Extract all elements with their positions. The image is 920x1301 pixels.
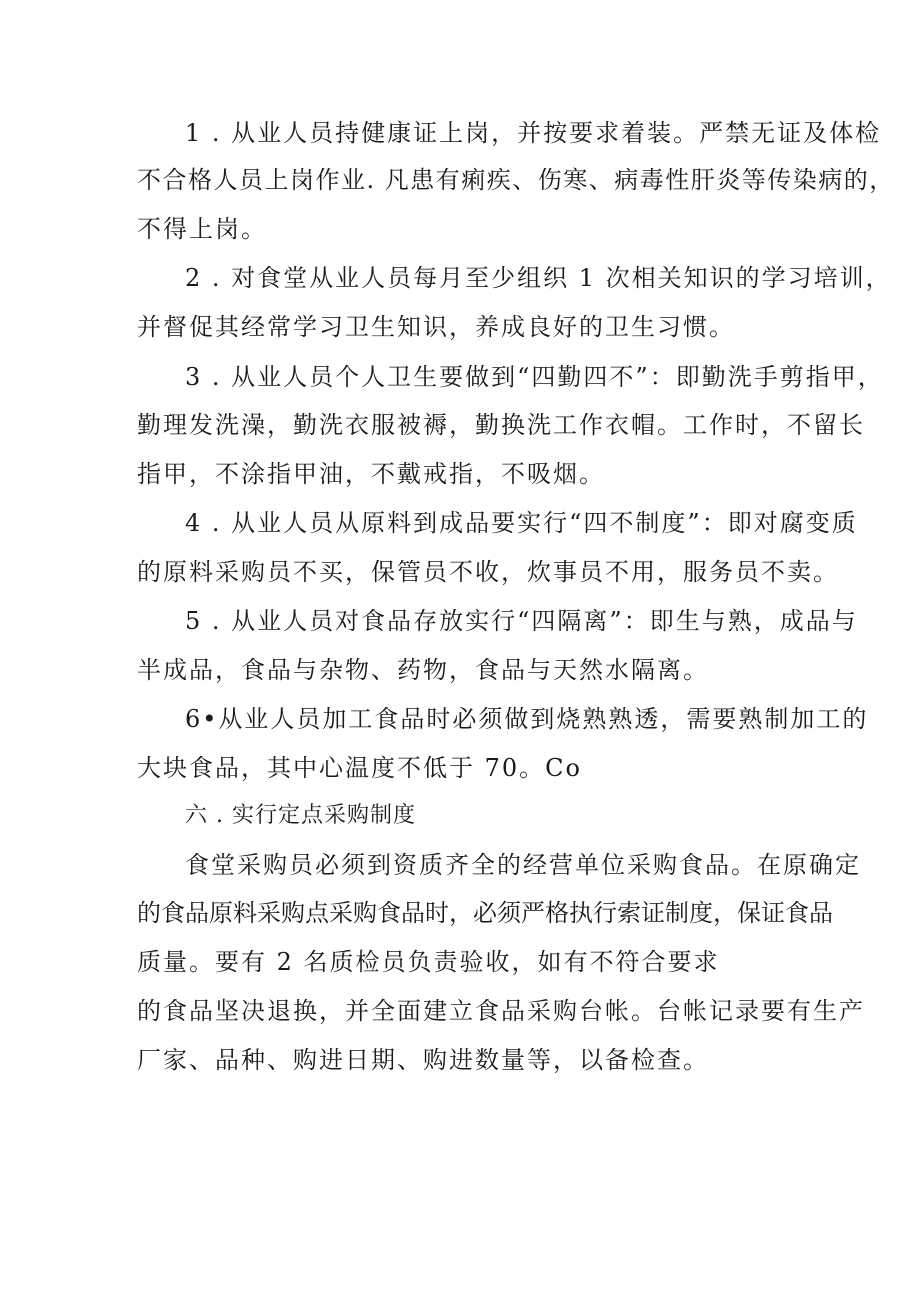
text-line: 半成品，食品与杂物、药物，食品与天然水隔离。 (137, 656, 709, 684)
text-line: 勤理发洗澡，勤洗衣服被褥，勤换洗工作衣帽。工作时，不留长 (137, 411, 865, 439)
text-line: 的原料采购员不买，保管员不收，炊事员不用，服务员不卖。 (137, 558, 839, 586)
text-line: 食堂采购员必须到资质齐全的经营单位采购食品。在原确定 (185, 851, 861, 879)
text-line: 2 . 对食堂从业人员每月至少组织 1 次相关知识的学习培训， (185, 264, 892, 292)
text-line: 的食品坚决退换，并全面建立食品采购台帐。台帐记录要有生产 (137, 997, 865, 1025)
text-line: 5 . 从业人员对食品存放实行“四隔离”：即生与熟，成品与 (185, 607, 858, 635)
text-line: 大块食品，其中心温度不低于 70。Co (137, 754, 582, 782)
text-line: 厂家、品种、购进日期、购进数量等，以备检查。 (137, 1046, 709, 1074)
text-line: 不合格人员上岗作业. 凡患有痢疾、伤寒、病毒性肝炎等传染病的， (137, 166, 895, 194)
text-line: 1 . 从业人员持健康证上岗，并按要求着装。严禁无证及体检 (185, 119, 882, 147)
text-line: 指甲，不涂指甲油，不戴戒指，不吸烟。 (137, 460, 605, 488)
section-heading: 六 . 实行定点采购制度 (185, 803, 416, 828)
text-line: 的食品原料采购点采购食品时，必须严格执行索证制度，保证食品 (137, 899, 833, 927)
text-line: 并督促其经常学习卫生知识，养成良好的卫生习惯。 (137, 313, 735, 341)
text-line: 6•从业人员加工食品时必须做到烧熟熟透，需要熟制加工的 (185, 705, 869, 733)
text-line: 3 . 从业人员个人卫生要做到“四勤四不”：即勤洗手剪指甲， (185, 363, 884, 391)
text-line: 质量。要有 2 名质检员负责验收，如有不符合要求 (137, 948, 720, 976)
text-line: 不得上岗。 (137, 215, 267, 243)
text-line: 4 . 从业人员从原料到成品要实行“四不制度”：即对腐变质 (185, 509, 858, 537)
